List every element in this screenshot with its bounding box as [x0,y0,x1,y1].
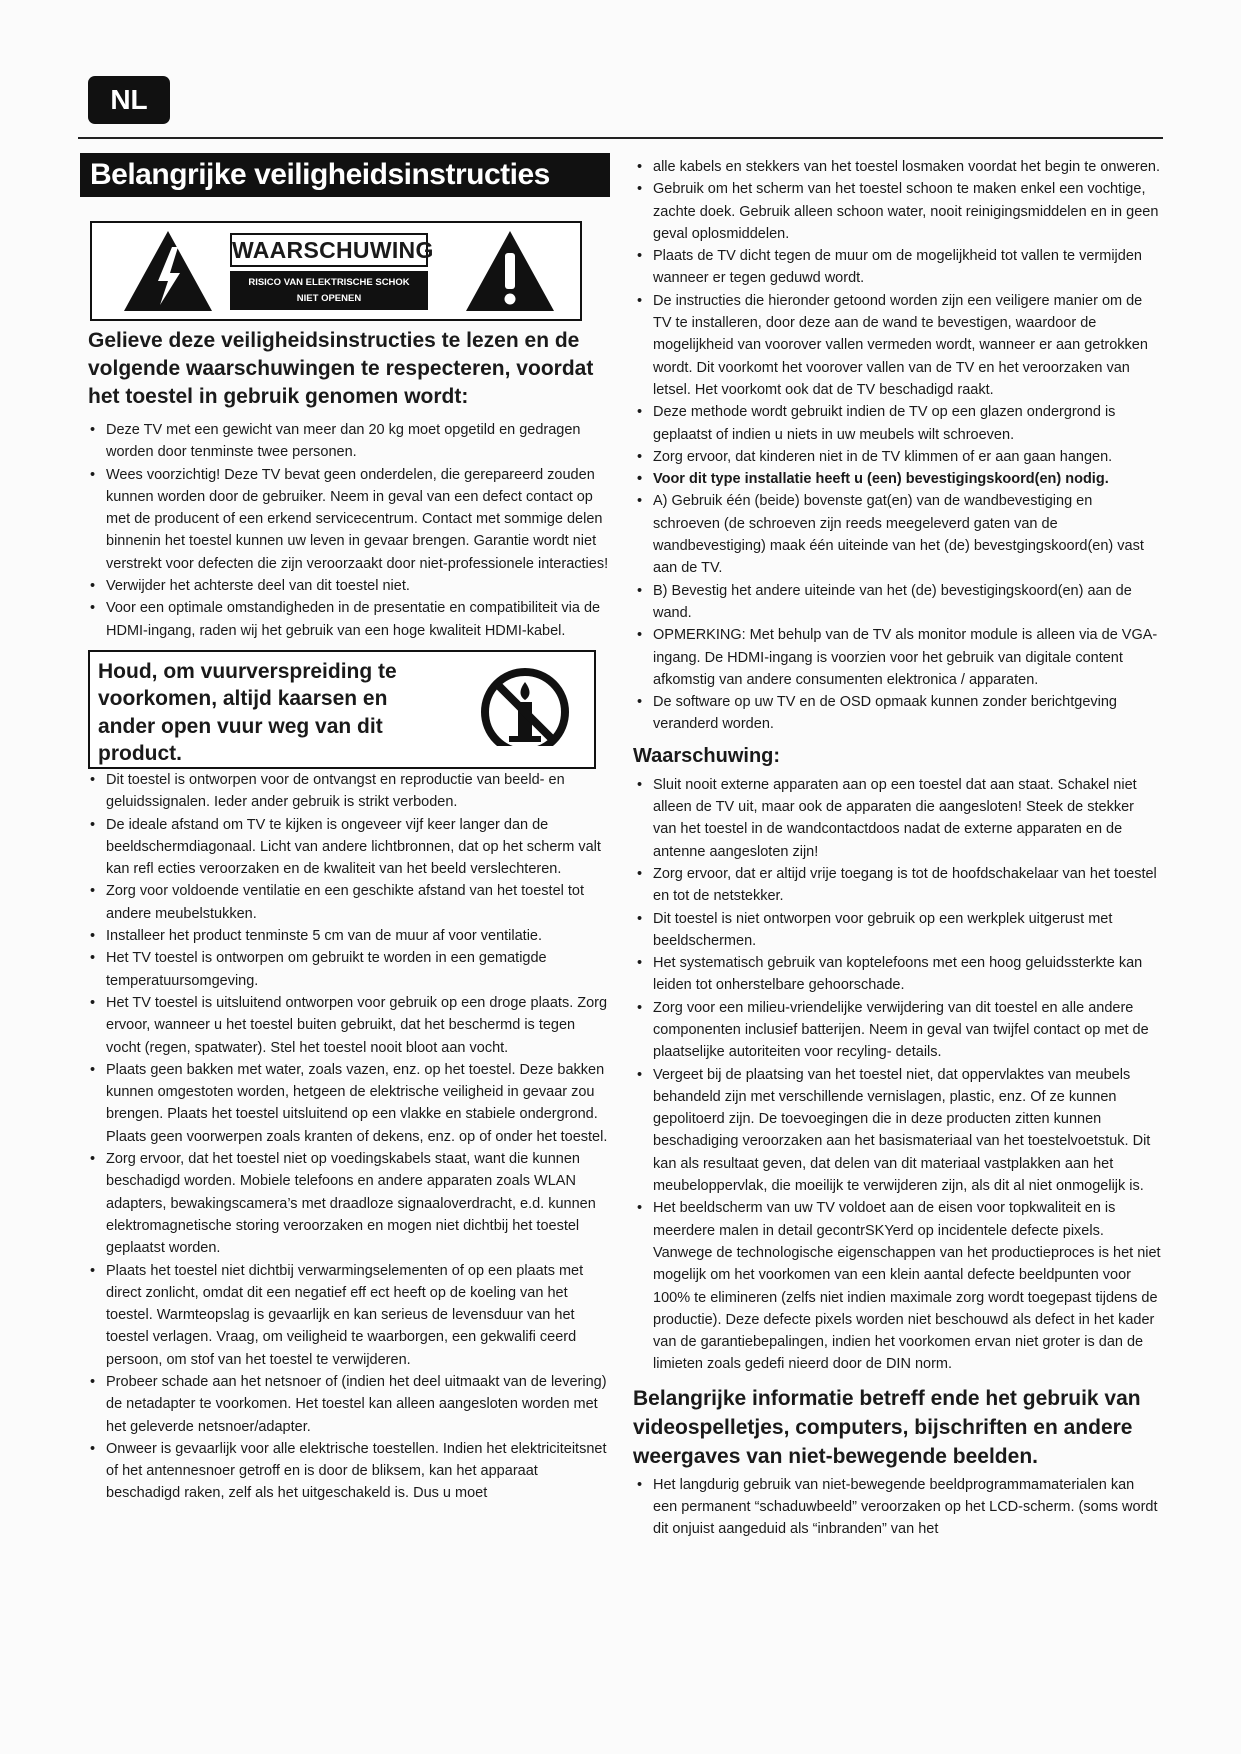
list-item: • Zorg ervoor, dat kinderen niet in de TV klimmen of er aan gaan hangen. [633,446,1161,468]
safety-list-2 [86,769,610,1505]
list-item: • B) Bevestig het andere uiteinde van het (de) bevestigingskoord(en) aan de wand. [633,580,1161,625]
list-item: • De software op uw TV en de OSD opmaak kunnen zonder berichtgeving veranderd worden. [633,691,1161,736]
list-item: • A) Gebruik één (beide) bovenste gat(en) van de wandbevestiging en schroeven (de schroeven zijn reeds meegeleverd gaten van de wandbevestiging) maak één uiteinde van het (de) bevestgingskoord(en) vast aan de TV. [633,490,1161,579]
list-item: • Voor dit type installatie heeft u (een) bevestigingskoord(en) nodig. [633,468,1161,490]
list-item: • Voor een optimale omstandigheden in de presentatie en compatibiliteit via de HDMI-ingang, raden wij het gebruik van een hoge kwaliteit HDMI-kabel. [86,597,610,642]
list-item: • Het systematisch gebruik van koptelefoons met een hoog geluidssterkte kan leiden tot onherstelbare gehoorschade. [633,952,1161,997]
list-item: • alle kabels en stekkers van het toestel losmaken voordat het begin te onweren. [633,156,1161,178]
list-item: • Vergeet bij de plaatsing van het toestel niet, dat oppervlaktes van meubels behandeld zijn met verschillende vernislagen, plastic, enz. Of ze kunnen gepolitoerd zijn. De toevoegingen die in deze producten zitten kunnen beschadiging veroorzaken aan het basismateriaal van het toestelvoetstuk. Dit kan als resultaat geven, dat delen van dit materiaal vastplakken aan het meubeloppervlak, die moeilijk te verwijderen zijn, als dit al niet onmogelijk is. [633,1064,1161,1198]
list-item: • Wees voorzichtig! Deze TV bevat geen onderdelen, die gerepareerd zouden kunnen worden door de gebruiker. Neem in geval van een defect contact op met de producent of een erkend servicecentrum. Contact met sommige delen binnenin het toestel kunnen uw leven in gevaar brengen. Garantie wordt niet verstrekt voor defecten die zijn veroorzaakt door niet-professionele interacties! [86,464,610,575]
list-item: • Het beeldscherm van uw TV voldoet aan de eisen voor topkwaliteit en is meerdere malen in detail gecontrSKYerd op incidentele defecte pixels. Vanwege de technologische eigenschappen van het productieproces is het niet mogelijk om het voorkomen van een klein aantal defecte beeldpunten voor 100% te elimineren (zelfs niet indien maximale zorg wordt toegepast tijdens de productie). Deze defecte pixels worden niet beschouwd als defect in het kader van de garantiebepalingen, indien het voorkomen ervan niet groter is dan de limieten zoals gedefi nieerd door de DIN norm. [633,1197,1161,1375]
header-rule [78,137,1163,139]
info-heading: Belangrijke informatie betreff ende het gebruik van videospelletjes, computers, bijschriften en andere weergaves van niet-bewegende beelden. [633,1386,1141,1468]
no-candle-icon [475,664,575,752]
list-item: • Plaats geen bakken met water, zoals vazen, enz. op het toestel. Deze bakken kunnen omgestoten worden, hetgeen de elektrische veiligheid in gevaar zou brengen. Plaats het toestel uitsluitend op een vlakke en stabiele ondergrond. Plaats geen voorwerpen zoals kranten of dekens, enz. op of onder het toestel. [86,1059,610,1148]
list-item: • OPMERKING: Met behulp van de TV als monitor module is alleen via de VGA-ingang. De HDMI-ingang is voorzien voor het gebruik van digitale content afkomstig van andere consumenten elektronica / apparaten. [633,624,1161,691]
electric-shock-warning-box [90,221,582,321]
electric-shock-icon [122,229,214,313]
warning-label [230,233,434,310]
warning-subtitle-line: NIET OPENEN [296,293,362,304]
list-item: • Plaats het toestel niet dichtbij verwarmingselementen of op een plaats met direct zonlicht, omdat dit een negatief eff ect heeft op de koeling van het toestel. Warmteopslag is gevaarlijk en kan serieus de levensduur van het toestel verlagen. Vraag, om veiligheid te waarborgen, een gekwalifi ceerd persoon, om stof van het toestel te verwijderen. [86,1260,610,1371]
list-item: • Sluit nooit externe apparaten aan op een toestel dat aan staat. Schakel niet alleen de TV uit, maar ook de apparaten die aangesloten! Steek de stekker van het toestel in de wandcontactdoos nadat de externe apparaten en de antenne aangesloten zijn! [633,774,1161,863]
page-title: Belangrijke veiligheidsinstructies [80,153,610,197]
intro-heading: Gelieve deze veiligheidsinstructies te lezen en de volgende waarschuwingen te respecteren, voordat het toestel in gebruik genomen wordt: [88,329,594,408]
language-badge: NL [88,76,170,124]
left-column [80,145,610,1505]
list-item: • De instructies die hieronder getoond worden zijn een veiligere manier om de TV te installeren, door deze aan de wand te bevestigen, waardoor de mogelijkheid van voorover vallen vermeden wordt, wanneer er aan getrokken wordt. Dit voorkomt het voorover vallen van de TV en het veroorzaken van letsel. Het voorkomt ook dat de TV beschadigd raakt. [633,290,1161,401]
list-item: • Het TV toestel is ontworpen om gebruikt te worden in een gematigde temperatuursomgeving. [86,947,610,992]
list-item: • Zorg voor voldoende ventilatie en een geschikte afstand van het toestel tot andere meubelstukken. [86,880,610,925]
list-item: • Zorg ervoor, dat het toestel niet op voedingskabels staat, want die kunnen beschadigd worden. Mobiele telefoons en andere apparaten zoals WLAN adapters, bewakingscamera’s met draadloze signaaloverdracht, e.d. kunnen elektromagnetische storing veroorzaken en mogen niet dichtbij het toestel geplaatst worden. [86,1148,610,1259]
list-item: • Dit toestel is ontworpen voor de ontvangst en reproductie van beeld- en geluidssignalen. Ieder ander gebruik is strikt verboden. [86,769,610,814]
list-item: • Het langdurig gebruik van niet-bewegende beeldprogrammamaterialen kan een permanent “schaduwbeeld” veroorzaken op het LCD-scherm. (soms wordt dit onjuist aangeduid als “inbranden” van het [633,1474,1161,1541]
list-item: • Het TV toestel is uitsluitend ontworpen voor gebruik op een droge plaats. Zorg ervoor, wanneer u het toestel buiten gebruikt, dat het beschermd is tegen vocht (regen, spatwater). Stel het toestel nooit bloot aan vocht. [86,992,610,1059]
warning-subtitle [230,271,428,310]
open-fire-warning-box [88,650,596,769]
warning-subtitle-line: RISICO VAN ELEKTRISCHE SCHOK [248,277,410,288]
warning-list [633,774,1161,1376]
list-item: • Gebruik om het scherm van het toestel schoon te maken enkel een vochtige, zachte doek. Gebruik alleen schoon water, nooit reinigingsmiddelen en in geen geval oplosmiddelen. [633,178,1161,245]
list-item: • De ideale afstand om TV te kijken is ongeveer vijf keer langer dan de beeldschermdiagonaal. Licht van andere lichtbronnen, dat op het scherm valt kan refl ecties veroorzaken en de kwaliteit van het beeld verslechteren. [86,814,610,881]
safety-list-3 [633,156,1161,736]
list-item: • Verwijder het achterste deel van dit toestel niet. [86,575,610,597]
warning-heading: Waarschuwing: [633,744,781,767]
safety-list-1 [86,419,610,642]
list-item: • Probeer schade aan het netsnoer of (indien het deel uitmaakt van de levering) de netadapter te voorkomen. Het toestel kan alleen aangesloten worden met het geleverde netsnoer/adapter. [86,1371,610,1438]
warning-title: WAARSCHUWING [230,233,428,267]
list-item: • Deze methode wordt gebruikt indien de TV op een glazen ondergrond is geplaatst of indien u niets in uw meubels wilt schroeven. [633,401,1161,446]
list-item: • Plaats de TV dicht tegen de muur om de mogelijkheid tot vallen te vermijden wanneer er tegen geduwd wordt. [633,245,1161,290]
list-item: • Zorg voor een milieu-vriendelijke verwijdering van dit toestel en alle andere componenten inclusief batterijen. Neem in geval van twijfel contact op met de plaatselijke autoriteiten voor recyling- details. [633,997,1161,1064]
list-item: • Installeer het product tenminste 5 cm van de muur af voor ventilatie. [86,925,610,947]
info-list [633,1474,1161,1541]
right-column [633,156,1161,1541]
open-fire-warning-text: Houd, om vuurverspreiding te voorkomen, altijd kaarsen en ander open vuur weg van dit product. [98,659,397,766]
list-item: • Dit toestel is niet ontworpen voor gebruik op een werkplek uitgerust met beeldschermen. [633,908,1161,953]
list-item: • Onweer is gevaarlijk voor alle elektrische toestellen. Indien het elektriciteitsnet of het antennesnoer getroff en is door de bliksem, kan het apparaat beschadigd raken, zelf als het uitgeschakeld is. Dus u moet [86,1438,610,1505]
list-item: • Deze TV met een gewicht van meer dan 20 kg moet opgetild en gedragen worden door tenminste twee personen. [86,419,610,464]
list-item: • Zorg ervoor, dat er altijd vrije toegang is tot de hoofdschakelaar van het toestel en tot de netstekker. [633,863,1161,908]
exclamation-warning-icon [464,229,556,313]
